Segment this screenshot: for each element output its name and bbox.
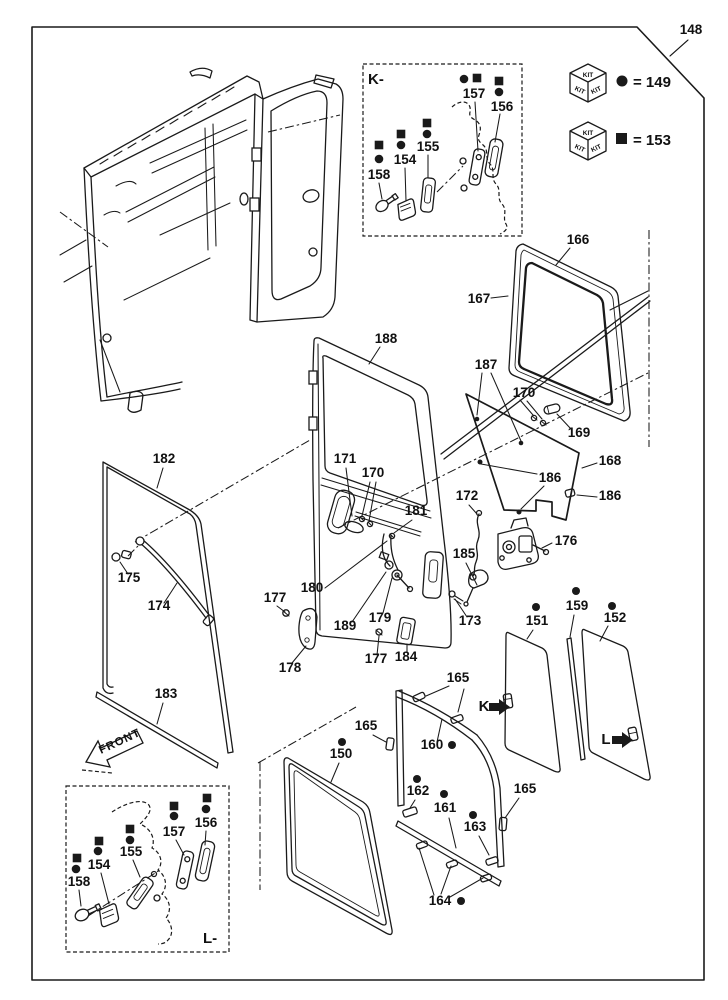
callout-162: 162 bbox=[406, 783, 430, 798]
callout-183: 183 bbox=[154, 686, 178, 701]
callout-178: 178 bbox=[278, 660, 302, 675]
striker-part bbox=[420, 177, 435, 212]
kit-dot-marker bbox=[457, 897, 465, 905]
svg-text:KIT: KIT bbox=[590, 143, 603, 155]
callout-180: 180 bbox=[300, 580, 324, 595]
kit-square-marker bbox=[73, 854, 82, 863]
kit-square-marker bbox=[95, 837, 104, 846]
svg-text:KIT: KIT bbox=[573, 85, 586, 97]
pin-175 bbox=[112, 553, 120, 561]
callout-189: 189 bbox=[333, 618, 357, 633]
kit-square-marker bbox=[473, 74, 482, 83]
glass-152 bbox=[582, 629, 650, 780]
callout-156: 156 bbox=[194, 815, 218, 830]
plate-part bbox=[468, 148, 485, 185]
latch-part bbox=[98, 903, 120, 927]
callout-166: 166 bbox=[566, 232, 590, 247]
glass-151 bbox=[505, 632, 560, 772]
callout-170: 170 bbox=[361, 465, 385, 480]
callout-152: 152 bbox=[603, 610, 627, 625]
view-k-letter: K bbox=[478, 698, 490, 715]
view-k-arrow-icon bbox=[489, 699, 510, 715]
callout-167: 167 bbox=[467, 291, 491, 306]
plate-part bbox=[484, 138, 503, 178]
plate-184 bbox=[396, 617, 415, 645]
front-label: FRONT bbox=[97, 726, 143, 757]
callout-157: 157 bbox=[162, 824, 186, 839]
svg-text:KIT: KIT bbox=[582, 130, 594, 137]
screw-part bbox=[73, 902, 102, 923]
door-latch-176 bbox=[498, 518, 549, 569]
callout-186: 186 bbox=[538, 470, 562, 485]
callout-185: 185 bbox=[452, 546, 476, 561]
callout-184: 184 bbox=[394, 649, 418, 664]
kit-dot-marker bbox=[572, 587, 580, 595]
detail-k-label: K- bbox=[368, 71, 384, 88]
hinge-tab bbox=[309, 371, 317, 384]
hinge-tab bbox=[309, 417, 317, 430]
callout-157: 157 bbox=[462, 86, 486, 101]
kit-dot-marker bbox=[375, 155, 384, 164]
cab-line-art bbox=[60, 68, 343, 412]
screw-part bbox=[374, 192, 400, 214]
callout-159: 159 bbox=[565, 598, 589, 613]
callout-labels bbox=[68, 22, 703, 947]
detail-view-k bbox=[363, 64, 522, 236]
svg-text:KIT: KIT bbox=[573, 143, 586, 155]
kit-dot-marker bbox=[94, 847, 103, 856]
kit-square-marker bbox=[397, 130, 406, 139]
callout-173: 173 bbox=[458, 613, 482, 628]
legend-dot-equals: = 149 bbox=[633, 74, 671, 91]
callout-168: 168 bbox=[598, 453, 622, 468]
seal-150 bbox=[284, 758, 392, 935]
callout-158: 158 bbox=[367, 167, 391, 182]
kit-dot-marker bbox=[126, 836, 135, 845]
kit-square-marker bbox=[423, 119, 432, 128]
kit-dot-marker bbox=[423, 130, 432, 139]
door-assembly-188 bbox=[283, 338, 463, 649]
kit-dot-marker bbox=[495, 88, 504, 97]
clip-165 bbox=[412, 692, 425, 703]
kit-dot-marker bbox=[397, 141, 406, 150]
lock-channel bbox=[422, 551, 443, 598]
kit-cube-icon bbox=[570, 64, 606, 102]
clip-186 bbox=[565, 488, 576, 497]
kit-cube-icon bbox=[570, 122, 606, 160]
clip-164 bbox=[416, 840, 428, 849]
callout-154: 154 bbox=[393, 152, 417, 167]
callout-175: 175 bbox=[117, 570, 141, 585]
kit-dot-marker bbox=[170, 812, 179, 821]
striker-part bbox=[125, 876, 154, 911]
kit-square-marker bbox=[616, 133, 627, 144]
front-direction-arrow bbox=[82, 727, 143, 773]
callout-154: 154 bbox=[87, 857, 111, 872]
clip-165 bbox=[386, 738, 395, 751]
kit-dot-marker bbox=[448, 741, 456, 749]
clip-163 bbox=[485, 856, 498, 865]
callout-150: 150 bbox=[329, 746, 353, 761]
callout-161: 161 bbox=[433, 800, 457, 815]
callout-187: 187 bbox=[474, 357, 498, 372]
clip-169 bbox=[543, 403, 560, 415]
kit-square-marker bbox=[203, 794, 212, 803]
kit-legend bbox=[570, 64, 671, 160]
callout-148: 148 bbox=[679, 22, 703, 37]
callout-174: 174 bbox=[147, 598, 171, 613]
kit-square-marker bbox=[126, 825, 135, 834]
callout-177: 177 bbox=[364, 651, 388, 666]
callout-176: 176 bbox=[554, 533, 578, 548]
callout-182: 182 bbox=[152, 451, 176, 466]
frame-right-leg bbox=[472, 735, 504, 867]
latch-group bbox=[464, 511, 549, 607]
plate-part bbox=[176, 850, 195, 889]
screw-170 bbox=[531, 415, 546, 425]
kit-dot-marker bbox=[72, 865, 81, 874]
cover-178 bbox=[299, 609, 317, 650]
kit-dot-marker bbox=[532, 603, 540, 611]
kit-dot-marker bbox=[440, 790, 448, 798]
clip-164 bbox=[446, 859, 458, 868]
callout-181: 181 bbox=[404, 503, 428, 518]
callout-169: 169 bbox=[567, 425, 591, 440]
sliding-glass-168 bbox=[466, 394, 579, 520]
callout-164: 164 bbox=[428, 893, 452, 908]
frame-top bbox=[397, 691, 477, 740]
plate-part bbox=[194, 840, 215, 882]
leader-lines bbox=[117, 347, 552, 724]
callout-170: 170 bbox=[512, 385, 536, 400]
kit-dot-marker bbox=[413, 775, 421, 783]
frame-left-leg bbox=[396, 690, 404, 806]
callout-155: 155 bbox=[119, 844, 143, 859]
callout-151: 151 bbox=[525, 613, 549, 628]
callout-177: 177 bbox=[263, 590, 287, 605]
callout-165: 165 bbox=[354, 718, 378, 733]
kit-dot-marker bbox=[617, 76, 628, 87]
latch-part bbox=[396, 199, 416, 221]
divider-strip-159 bbox=[567, 638, 585, 760]
kit-dot-marker bbox=[338, 738, 346, 746]
seal-182-group bbox=[96, 462, 233, 768]
kit-square-marker bbox=[495, 77, 504, 86]
kit-dot-marker bbox=[608, 602, 616, 610]
svg-text:KIT: KIT bbox=[590, 85, 603, 97]
kit-dot-marker bbox=[460, 75, 469, 84]
svg-text:KIT: KIT bbox=[582, 72, 594, 79]
callout-188: 188 bbox=[374, 331, 398, 346]
hinge-tab bbox=[250, 198, 259, 211]
view-l-letter: L bbox=[601, 731, 611, 748]
hinge-tab bbox=[252, 148, 261, 161]
callout-158: 158 bbox=[67, 874, 91, 889]
callout-171: 171 bbox=[333, 451, 357, 466]
frame-160-group bbox=[386, 690, 507, 886]
callout-155: 155 bbox=[416, 139, 440, 154]
construction-lines bbox=[135, 230, 649, 890]
callout-156: 156 bbox=[490, 99, 514, 114]
callout-165: 165 bbox=[513, 781, 537, 796]
kit-dot-marker bbox=[469, 811, 477, 819]
clip-186 bbox=[517, 510, 522, 515]
callout-163: 163 bbox=[463, 819, 487, 834]
callout-179: 179 bbox=[368, 610, 392, 625]
detail-l-label: L- bbox=[203, 930, 218, 947]
callout-186: 186 bbox=[598, 488, 622, 503]
callout-172: 172 bbox=[455, 488, 479, 503]
legend-square-equals: = 153 bbox=[633, 132, 671, 149]
kit-square-marker bbox=[375, 141, 384, 150]
callout-160: 160 bbox=[420, 737, 444, 752]
kit-square-marker bbox=[170, 802, 179, 811]
clip-165 bbox=[499, 817, 507, 831]
right-glass-group bbox=[489, 629, 650, 780]
callout-165: 165 bbox=[446, 670, 470, 685]
release-cable-172 bbox=[473, 514, 479, 576]
kit-dot-marker bbox=[202, 805, 211, 814]
